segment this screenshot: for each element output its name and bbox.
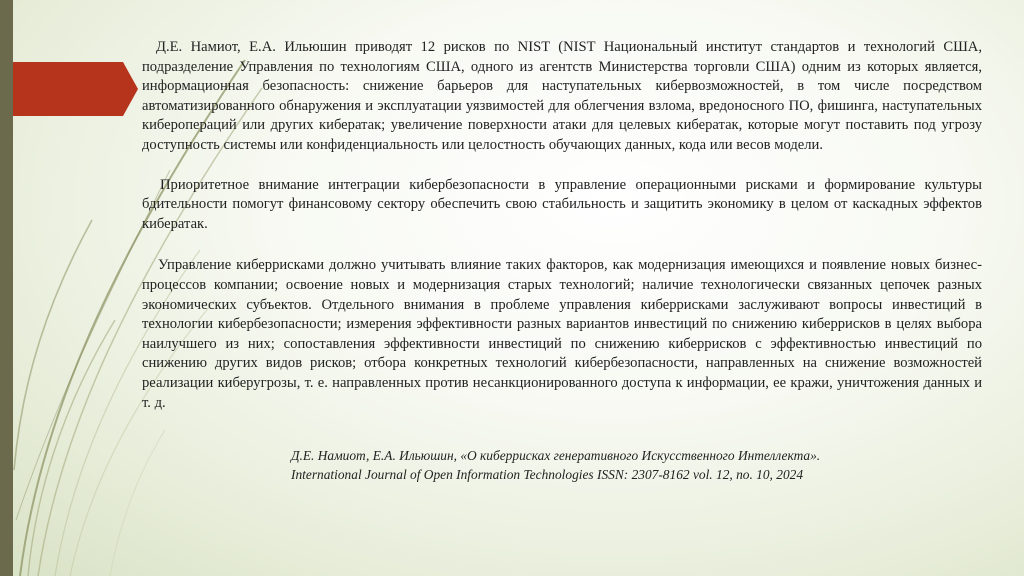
citation: [291, 447, 991, 484]
paragraph-nist-risks: Д.Е. Намиот, Е.А. Ильюшин приводят 12 рисков по NIST (NIST Национальный институт стандартов и технологий США, подразделение Управления по технологиям США, одного из агентств Министерства торговли США) одним из которых является, информационная безопасность: снижение барьеров для наступательных кибервозможностей, в том числе посредством автоматизированного обнаружения и эксплуатации уязвимостей для облегчения взлома, вредоносного ПО, фишинга, наступательных киберопераций или других кибератак; увеличение поверхности атаки для целевых кибератак, которые могут поставить под угрозу доступность системы или конфиденциальность или целостность обучающих данных, кода или весов модели.: [142, 39, 982, 153]
body-text: [142, 38, 982, 413]
red-accent-tab: [13, 62, 138, 116]
paragraph-cyber-risk-management: Управление киберрисками должно учитывать влияние таких факторов, как модернизация имеющихся и появление новых бизнес-процессов компании; освоение новых и модернизация старых технологий; наличие технологически связанных цепочек разных экономических субъектов. Отдельного внимания в проблеме управления киберрисками заслуживают вопросы инвестиций в технологии кибербезопасности; измерения эффективности разных вариантов инвестиций по снижению киберрисков в целях выбора наилучшего из них; сопоставления эффективности инвестиций по снижению киберрисков с эффективностью инвестиций по снижению других видов рисков; отбора конкретных технологий кибербезопасности, направленных на снижение возможностей реализации киберугрозы, т. е. направленных против несанкционированного доступа к информации, ее кражи, уничтожения данных и т. д.: [142, 257, 982, 411]
citation-authors-title: Д.Е. Намиот, Е.А. Ильюшин, «О киберрисках генеративного Искусственного Интеллекта».: [291, 448, 821, 463]
paragraph-cybersecurity-priority: Приоритетное внимание интеграции кибербезопасности в управление операционными рисками и формирование культуры бдительности помогут финансовому сектору обеспечить свою стабильность и защитить экономику в целом от каскадных эффектов кибератак.: [142, 176, 982, 232]
citation-journal: International Journal of Open Information Technologies ISSN: 2307-8162 vol. 12, no. 10, 2024: [291, 466, 804, 482]
